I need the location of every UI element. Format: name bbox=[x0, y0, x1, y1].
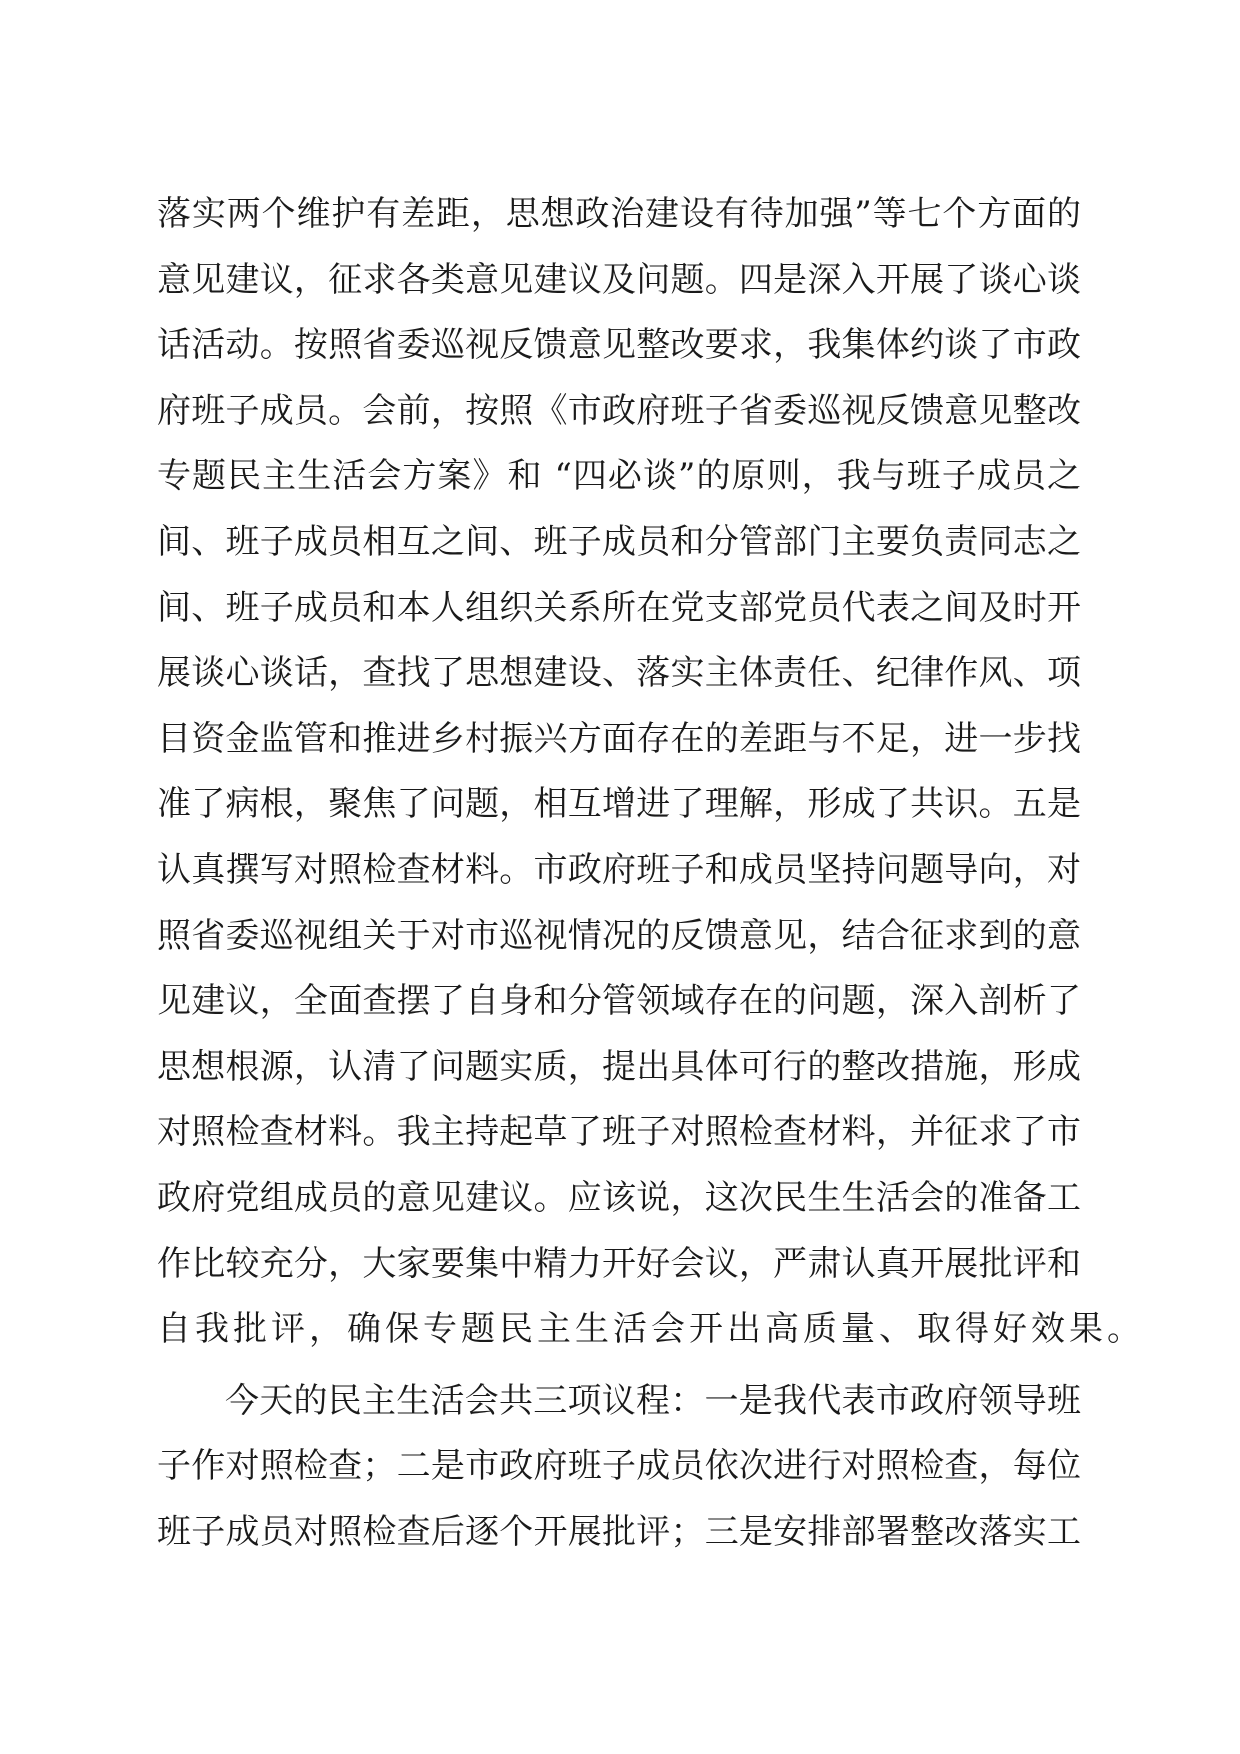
text-line: 子作对照检查；二是市政府班子成员依次进行对照检查，每位 bbox=[157, 1446, 1081, 1487]
text-line: 意见建议，征求各类意见建议及问题。四是深入开展了谈心谈 bbox=[157, 259, 1081, 300]
text-line: 作比较充分，大家要集中精力开好会议，严肃认真开展批评和 bbox=[157, 1243, 1081, 1284]
document-body bbox=[157, 182, 1145, 1565]
text-line: 班子成员对照检查后逐个开展批评；三是安排部署整改落实工 bbox=[157, 1511, 1081, 1552]
text-line: 府班子成员。会前，按照《市政府班子省委巡视反馈意见整改 bbox=[157, 390, 1081, 431]
text-line: 准了病根，聚焦了问题，相互增进了理解，形成了共识。五是 bbox=[157, 784, 1081, 825]
text-line: 展谈心谈话，查找了思想建设、落实主体责任、纪律作风、项 bbox=[157, 653, 1081, 694]
text-line: 间、班子成员相互之间、班子成员和分管部门主要负责同志之 bbox=[157, 521, 1081, 562]
text-line: 对照检查材料。我主持起草了班子对照检查材料，并征求了市 bbox=[157, 1112, 1081, 1153]
paragraph bbox=[157, 1369, 1081, 1566]
text-line: 政府党组成员的意见建议。应该说，这次民生生活会的准备工 bbox=[157, 1177, 1081, 1218]
text-line: 目资金监管和推进乡村振兴方面存在的差距与不足，进一步找 bbox=[157, 718, 1081, 759]
paragraph bbox=[157, 182, 1145, 1363]
text-line: 间、班子成员和本人组织关系所在党支部党员代表之间及时开 bbox=[157, 587, 1081, 628]
text-line: 落实两个维护有差距，思想政治建设有待加强”等七个方面的 bbox=[157, 194, 1081, 234]
text-line: 自我批评，确保专题民主生活会开出高质量、取得好效果。 bbox=[157, 1309, 1145, 1350]
text-line: 思想根源，认清了问题实质，提出具体可行的整改措施，形成 bbox=[157, 1046, 1081, 1087]
text-line: 专题民主生活会方案》和 “四必谈”的原则，我与班子成员之 bbox=[157, 456, 1081, 497]
text-line: 今天的民主生活会共三项议程：一是我代表市政府领导班 bbox=[225, 1380, 1081, 1421]
text-line: 话活动。按照省委巡视反馈意见整改要求，我集体约谈了市政 bbox=[157, 325, 1081, 366]
text-line: 见建议，全面查摆了自身和分管领域存在的问题，深入剖析了 bbox=[157, 981, 1081, 1022]
text-line: 照省委巡视组关于对市巡视情况的反馈意见，结合征求到的意 bbox=[157, 915, 1081, 956]
text-line: 认真撰写对照检查材料。市政府班子和成员坚持问题导向，对 bbox=[157, 849, 1081, 890]
